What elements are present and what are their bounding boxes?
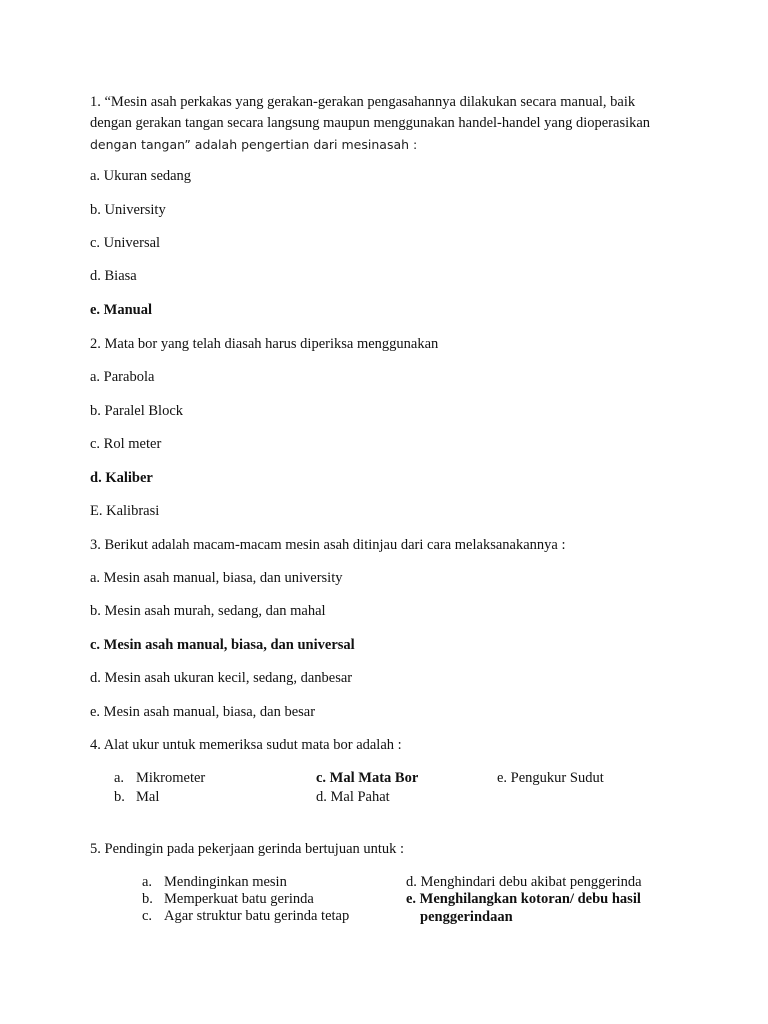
q4-option-d: d. Mal Pahat [316,789,390,805]
q5-option-a-letter: a. [142,874,153,890]
q4-option-a [114,770,205,787]
q4-option-b-letter: b. [114,789,125,805]
q4-option-c-answer: c. Mal Mata Bor [316,770,419,786]
q5-option-c-letter: c. [142,908,153,924]
q4-option-a-text: Mikrometer [136,770,206,786]
q4-option-e: e. Pengukur Sudut [497,770,604,786]
q3-option-d: d. Mesin asah ukuran kecil, sedang, danbesar [90,670,353,686]
q3-option-a: a. Mesin asah manual, biasa, dan university [90,570,343,586]
q4-option-b [114,789,159,806]
q5-option-b [142,891,314,908]
question-5-text: 5. Pendingin pada pekerjaan gerinda bertujuan untuk : [90,841,405,857]
q3-option-b: b. Mesin asah murah, sedang, dan mahal [90,603,326,619]
q2-option-a: a. Parabola [90,369,155,385]
q1-option-d: d. Biasa [90,268,137,284]
q1-option-b: b. University [90,202,166,218]
q2-option-b: b. Paralel Block [90,403,184,419]
q2-option-e: E. Kalibrasi [90,503,160,519]
q5-option-b-letter: b. [142,891,153,907]
q3-option-e: e. Mesin asah manual, biasa, dan besar [90,704,316,720]
q1-option-a: a. Ukuran sedang [90,168,192,184]
q3-option-c-answer: c. Mesin asah manual, biasa, dan universal [90,637,355,653]
q1-option-c: c. Universal [90,235,161,251]
question-4-text: 4. Alat ukur untuk memeriksa sudut mata bor adalah : [90,737,402,753]
question-2-text: 2. Mata bor yang telah diasah harus diperiksa menggunakan [90,336,439,352]
q5-option-e-answer: e. Menghilangkan kotoran/ debu hasil [406,891,641,907]
question-1-text [90,92,690,155]
q5-option-b-text: Memperkuat batu gerinda [164,891,314,907]
q5-option-e-answer-continued: penggerindaan [420,909,513,925]
q5-option-d: d. Menghindari debu akibat penggerinda [406,874,642,890]
q2-option-c: c. Rol meter [90,436,162,452]
q4-option-a-letter: a. [114,770,125,786]
question-1-line-3: dengan tangan” adalah pengertian dari mesinasah : [90,137,418,152]
q2-option-d-answer: d. Kaliber [90,470,153,486]
question-1-line-1: 1. “Mesin asah perkakas yang gerakan-gerakan pengasahannya dilakukan secara manual, baik [90,94,636,110]
question-3-text: 3. Berikut adalah macam-macam mesin asah ditinjau dari cara melaksanakannya : [90,537,566,553]
q5-option-c-text: Agar struktur batu gerinda tetap [164,908,350,924]
q1-option-e-answer: e. Manual [90,302,153,318]
q4-option-b-text: Mal [136,789,160,805]
q5-option-a-text: Mendinginkan mesin [164,874,287,890]
q5-option-c [142,908,349,925]
question-1-line-2: dengan gerakan tangan secara langsung maupun menggunakan handel-handel yang dioperasikan [90,115,651,131]
q5-option-a [142,874,287,891]
